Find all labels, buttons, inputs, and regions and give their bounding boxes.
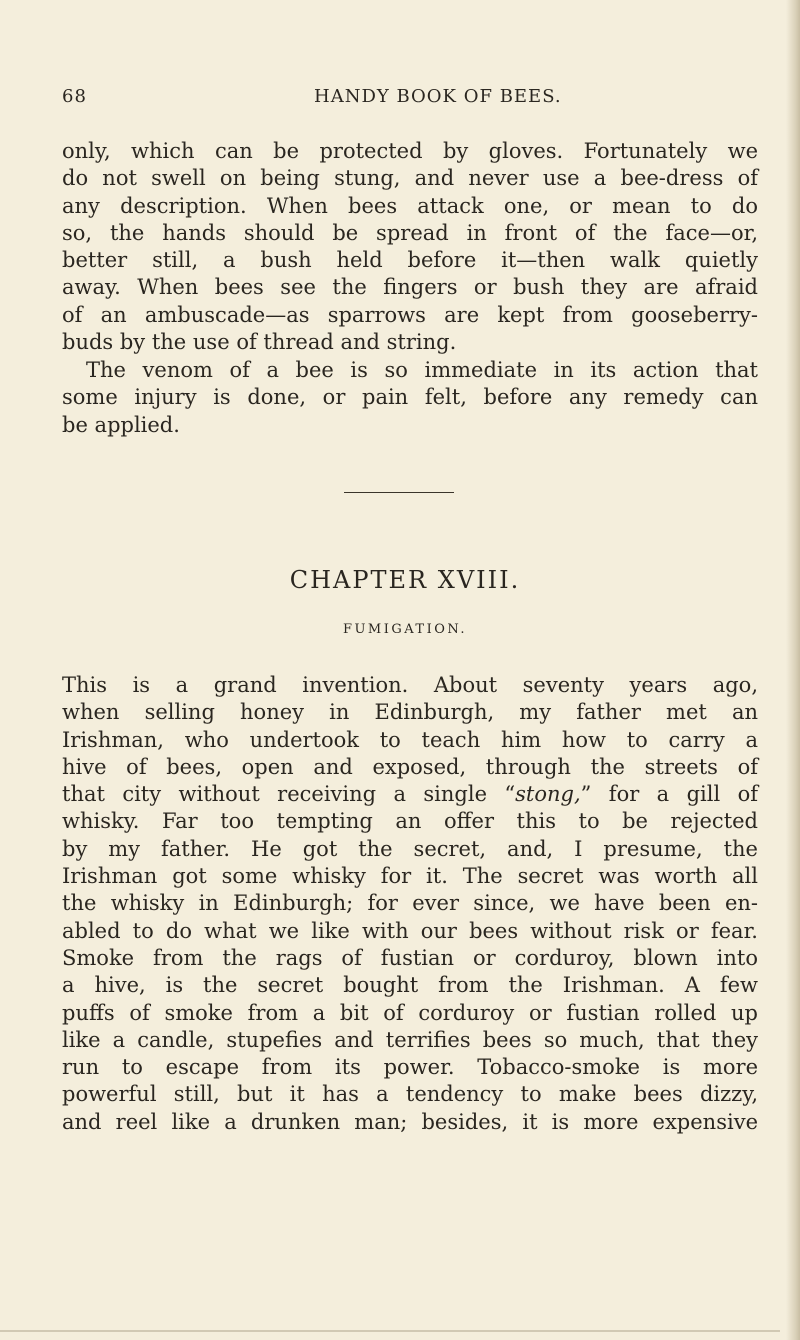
text-line: Irishman got some whisky for it. The secret was worth all	[62, 864, 758, 889]
section-title: FUMIGATION.	[342, 622, 468, 637]
text-line: abled to do what we like with our bees without risk or fear.	[62, 918, 758, 943]
text-line: so, the hands should be spread in front of the face—or,	[62, 220, 758, 245]
text-line: by my father. He got the secret, and, I presume, the	[62, 836, 758, 861]
text-line: of an ambuscade—as sparrows are kept from gooseberry-	[62, 302, 758, 327]
text-segment: that city without receiving a single “	[62, 782, 516, 807]
text-line: do not swell on being stung, and never use a bee-dress of	[62, 166, 758, 191]
text-line: some injury is done, or pain felt, before any remedy can	[62, 385, 758, 410]
chapter-title: CHAPTER XVIII.	[289, 566, 521, 594]
text-line: only, which can be protected by gloves. Fortunately we	[62, 139, 758, 163]
paragraph-3	[62, 672, 758, 1136]
text-line: powerful still, but it has a tendency to make bees dizzy,	[62, 1082, 758, 1107]
section-divider	[344, 492, 454, 493]
text-line: better still, a bush held before it—then walk quietly	[62, 248, 758, 273]
text-line: any description. When bees attack one, or mean to do	[62, 193, 758, 218]
text-line: when selling honey in Edinburgh, my father met an	[62, 700, 758, 725]
running-head: HANDY BOOK OF BEES.	[314, 86, 562, 107]
text-line: puffs of smoke from a bit of corduroy or fustian rolled up	[62, 1000, 758, 1025]
text-line: and reel like a drunken man; besides, it is more expensive	[62, 1109, 758, 1134]
page-header	[0, 86, 800, 116]
paragraph-1	[62, 138, 758, 356]
text-line: hive of bees, open and exposed, through the streets of	[62, 754, 758, 779]
text-line: whisky. Far too tempting an offer this to be rejected	[62, 809, 758, 834]
page-number: 68	[62, 86, 87, 107]
text-line: This is a grand invention. About seventy years ago,	[62, 673, 758, 697]
text-line: the whisky in Edinburgh; for ever since, we have been en-	[62, 891, 758, 916]
page-edge-shadow	[786, 0, 800, 1340]
text-segment: ” for a gill of	[580, 782, 758, 807]
text-line: Irishman, who undertook to teach him how to carry a	[62, 727, 758, 752]
text-line: The venom of a bee is so immediate in its action that	[86, 358, 758, 382]
text-line: away. When bees see the fingers or bush they are afraid	[62, 275, 758, 300]
italic-word: stong,	[515, 782, 581, 807]
text-line: run to escape from its power. Tobacco-smoke is more	[62, 1055, 758, 1080]
paragraph-2	[62, 357, 758, 439]
text-line: be applied.	[62, 412, 180, 437]
text-line: buds by the use of thread and string.	[62, 330, 457, 355]
text-line: like a candle, stupefies and terrifies bees so much, that they	[62, 1027, 758, 1052]
text-line: Smoke from the rags of fustian or corduroy, blown into	[62, 945, 758, 970]
page-bottom-edge	[0, 1330, 780, 1332]
text-line-with-italic	[62, 781, 758, 808]
text-line: a hive, is the secret bought from the Irishman. A few	[62, 973, 758, 998]
